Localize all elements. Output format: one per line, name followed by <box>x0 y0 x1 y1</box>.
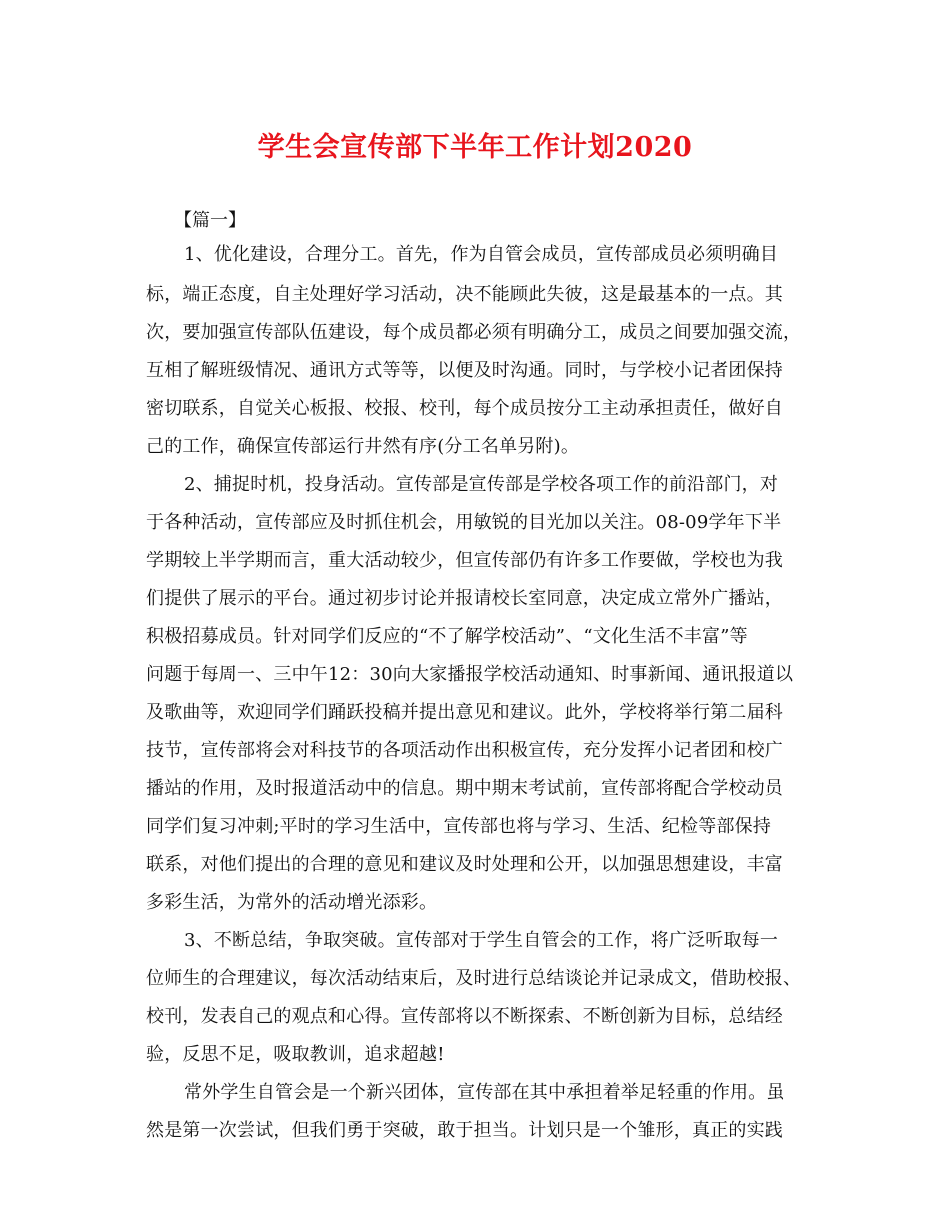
paragraph-line: 己的工作，确保宣传部运行井然有序(分工名单另附)。 <box>146 436 580 457</box>
paragraph-line: 然是第一次尝试，但我们勇于突破，敢于担当。计划只是一个雏形，真正的实践 <box>146 1120 783 1141</box>
paragraph-line: 及歌曲等，欢迎同学们踊跃投稿并提出意见和建议。此外，学校将举行第二届科 <box>146 702 783 723</box>
paragraph-line: 联系，对他们提出的合理的意见和建议及时处理和公开，以加强思想建设，丰富 <box>146 854 783 875</box>
paragraph-line: 技节，宣传部将会对科技节的各项活动作出积极宣传，充分发挥小记者团和校广 <box>146 740 783 761</box>
paragraph-line: 位师生的合理建议，每次活动结束后，及时进行总结谈论并记录成文，借助校报、 <box>146 968 802 989</box>
paragraph-line: 互相了解班级情况、通讯方式等等，以便及时沟通。同时，与学校小记者团保持 <box>146 360 783 381</box>
paragraph-line: 3、不断总结，争取突破。宣传部对于学生自管会的工作，将广泛听取每一 <box>184 930 779 951</box>
paragraph-line: 学期较上半学期而言，重大活动较少，但宣传部仍有许多工作要做，学校也为我 <box>146 550 783 571</box>
paragraph-line: 校刊，发表自己的观点和心得。宣传部将以不断探索、不断创新为目标，总结经 <box>146 1006 783 1027</box>
paragraph-line: 多彩生活，为常外的活动增光添彩。 <box>146 892 438 913</box>
document-title: 学生会宣传部下半年工作计划2020 <box>257 132 693 163</box>
section-label: 【篇一】 <box>174 210 246 231</box>
paragraph-line: 播站的作用，及时报道活动中的信息。期中期末考试前，宣传部将配合学校动员 <box>146 778 783 799</box>
paragraph-line: 密切联系，自觉关心板报、校报、校刊，每个成员按分工主动承担责任，做好自 <box>146 398 783 419</box>
paragraph-line: 次，要加强宣传部队伍建设，每个成员都必须有明确分工，成员之间要加强交流， <box>146 322 802 343</box>
paragraph-line: 验，反思不足，吸取教训，追求超越! <box>146 1044 445 1065</box>
paragraph-line: 标，端正态度，自主处理好学习活动，决不能顾此失彼，这是最基本的一点。其 <box>146 284 783 305</box>
paragraph-line: 问题于每周一、三中午12：30向大家播报学校活动通知、时事新闻、通讯报道以 <box>146 664 794 685</box>
paragraph-line: 常外学生自管会是一个新兴团体，宣传部在其中承担着举足轻重的作用。虽 <box>184 1082 785 1103</box>
paragraph-line: 2、捕捉时机，投身活动。宣传部是宣传部是学校各项工作的前沿部门，对 <box>184 474 779 495</box>
paragraph-line: 同学们复习冲刺;平时的学习生活中，宣传部也将与学习、生活、纪检等部保持 <box>146 816 772 837</box>
paragraph-line: 于各种活动，宣传部应及时抓住机会，用敏锐的目光加以关注。08-09学年下半 <box>146 512 782 533</box>
paragraph-line: 们提供了展示的平台。通过初步讨论并报请校长室同意，决定成立常外广播站， <box>146 588 783 609</box>
paragraph-line: 积极招募成员。针对同学们反应的“不了解学校活动”、“文化生活不丰富”等 <box>146 626 748 647</box>
paragraph-line: 1、优化建设，合理分工。首先，作为自管会成员，宣传部成员必须明确目 <box>184 244 779 265</box>
